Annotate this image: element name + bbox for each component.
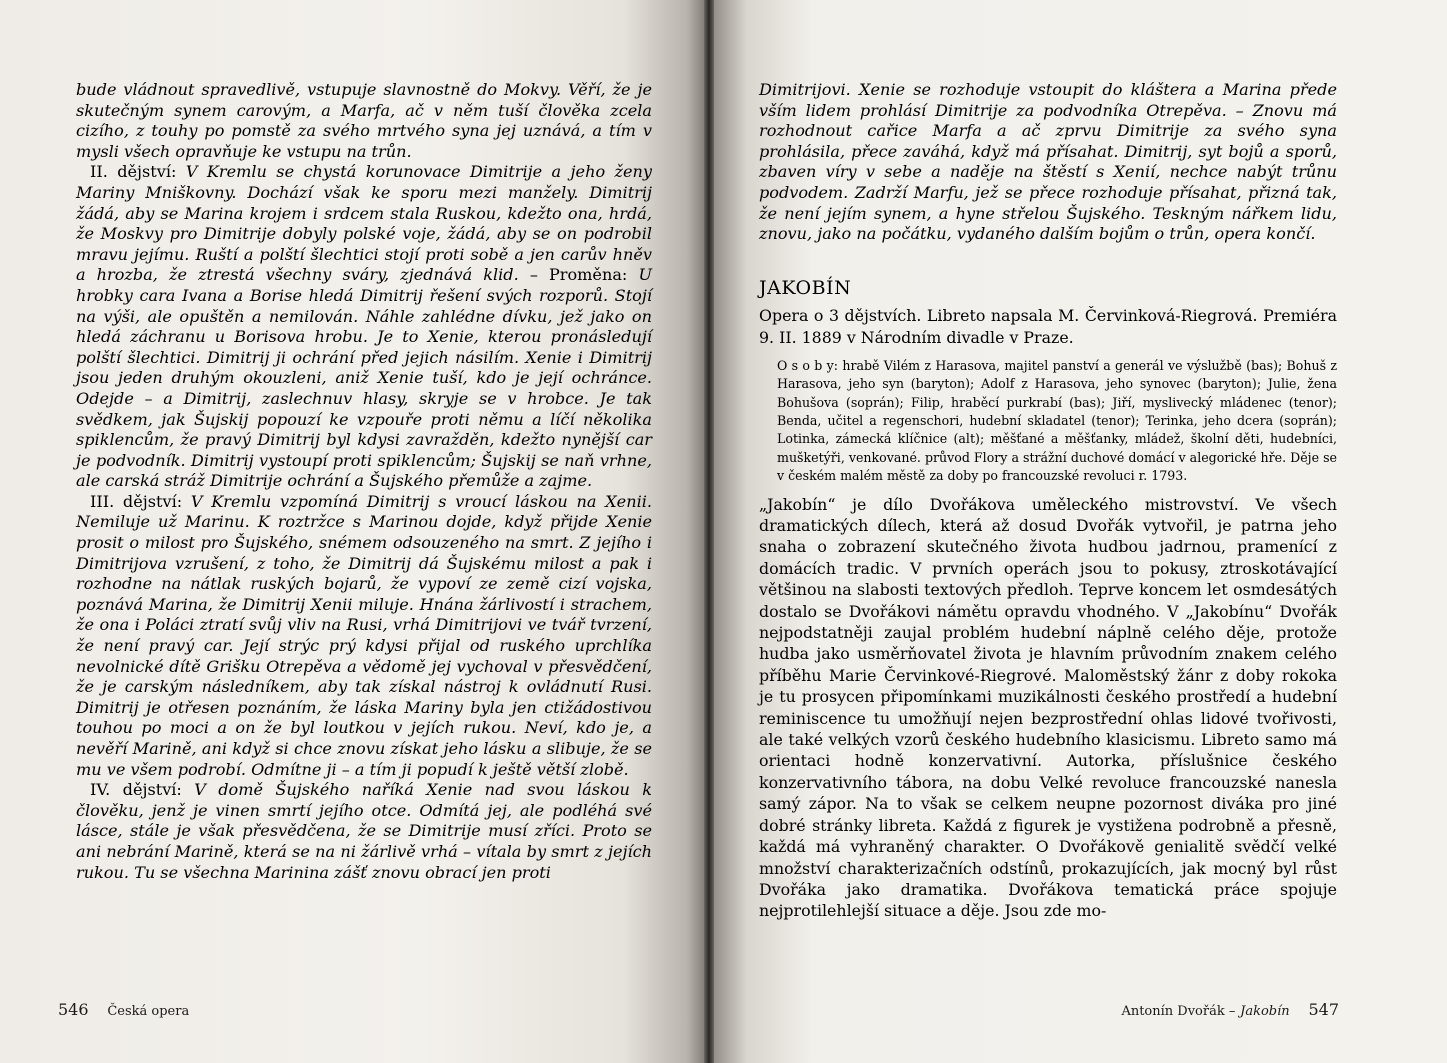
act-4-text: V domě Šujského naříká Xenie nad svou láskou k člověku, jenž je vinen smrtí jejího otce. Odmítá jej, ale podléhá své lásce, stále je však přesvědčena, že se Dimitrije musí zříci. Proto se ani nebrání Marině, která se na ni žárlivě vrhá – vítala by smrt z jejích rukou. Tu se všechna Marinina zášť znovu obrací jen proti bbox=[76, 780, 652, 882]
act-3-paragraph bbox=[76, 492, 652, 780]
act-3-text: V Kremlu vzpomíná Dimitrij s vroucí láskou na Xenii. Nemiluje už Marinu. K roztržce s Marinou dojde, když přijde Xenie prosit o milost pro Šujského, snémem odsouzeného na smrt. Z jejího i Dimitrijova vzrušení, z toho, že Dimitrij dá Šujskému milost a pak i rozhodne na nátlak ruských bojarů, že vypoví ze země cizí vojska, poznává Marina, že Dimitrij Xenii miluje. Hnána žárlivostí i strachem, že ona i Poláci ztratí svůj vliv na Rusi, vrhá Dimitrijovi ve tvář tvrzení, že není pravý car. Její strýc prý kdysi přijal od ruského uprchlíka nevolnické dítě Grišku Otrepěva a vědomě jej vychoval v přesvědčení, že je carským následníkem, aby tak získal nástroj k ovládnutí Rusi. Dimitrij je otřesen poznáním, že láska Mariny byla jen ctižádostivou touhou po moci a on že byl loutkou v jejích rukou. Neví, kdo je, a nevěří Marině, ani když si chce znovu získat jeho lásku a slibuje, že se mu ve všem podrobí. Odmítne ji – a tím ji popudí k ještě větší zlobě. bbox=[76, 491, 652, 779]
right-paragraph-1: Dimitrijovi. Xenie se rozhoduje vstoupit do kláštera a Marina předе vším lidem prohlásí Dimitrije za podvodníka Otrepěva. – Znovu má rozhodnout cařice Marfa a ač zprvu Dimitrije za svého syna prohlásila, přece zaváhá, když má přísahat. Dimitrij, syt bojů a sporů, zbaven víry v sebe a naděje na štěstí s Xenií, nechce nabýt trůnu podvodem. Zadrží Marfu, jež se přece rozhoduje přísahat, přizná tak, že není jejím synem, a hyne střelou Šujského. Teskným nářkem lidu, znovu, jako na počátku, vydaného dalším bojům o trůn, opera končí. bbox=[759, 80, 1337, 244]
act-2-scene-text: U hrobky cara Ivana a Borise hledá Dimitrij řešení svých rozporů. Stojí na výši, ale opuštěn a nemilován. Náhle zahlédne dívku, jež jako on hledá záchranu u Borisova hrobu. Je to Xenie, kterou pronásledují polští šlechtici. Dimitrij ji ochrání před jejich násilím. Xenie i Dimitrij jsou jeden druhým okouzleni, aniž Xenie tuší, kdo je její ochránce. Odejde – a Dimitrij, zaslechnuv hlasy, skryje se v hrobce. Je tak svědkem, jak Šujskij popouzí ke vzpouře proti němu a líčí několika spiklencům, že pravý Dimitrij byl kdysi zavražděn, kdežto nynější car je podvodník. Dimitrij vystoupí proti spiklencům; Šujskij se naň vrhne, ale carská stráž Dimitrije ochrání a Šujského přemůže a zajme. bbox=[76, 265, 653, 491]
right-running-author: Antonín Dvořák – bbox=[1121, 1004, 1236, 1019]
section-heading: JAKOBÍN bbox=[759, 276, 852, 299]
act-4-label: IV. dějství: bbox=[90, 780, 182, 800]
book-gutter bbox=[704, 0, 714, 1063]
cast-text: hrabě Vilém z Harasova, majitel panství a generál ve výslužbě (bas); Bohuš z Harasova, jeho syn (baryton); Adolf z Harasova, jeho synovec (baryton); Julie, žena Bohušova (soprán); Filip, hraběcí purkrabí (bas); Jiří, myslivecký mládenec (tenor); Benda, učitel a regenschori, hudební skladatel (tenor); Terinka, jeho dcera (soprán); Lotinka, zámecká klíčnice (alt); měšťané a měšťanky, mládež, školní děti, hudebníci, mušketýři, venkované. průvod Flory a strážní duchové domácí v alegorické hře. Děje se v českém malém městě za doby po francouzské revoluci r. 1793. bbox=[777, 357, 1337, 484]
opera-intro: Opera o 3 dějstvích. Libreto napsala M. Červinková-Riegrová. Premiéra 9. II. 1889 v Národním divadle v Praze. bbox=[759, 305, 1337, 347]
right-body-paragraph: „Jakobín“ je dílo Dvořákova uměleckého mistrovství. Ve všech dramatických dílech, která až dosud Dvořák vytvořil, je patrna jeho snaha o zobrazení skutečného života hudbou jadrnou, pramenící z domácích tradic. V prvních operách jsou to pokusy, ztroskotávající většinou na slabosti textových předloh. Teprve koncem let osmdesátých dostalo se Dvořákovi námětu opravdu vhodného. V „Jakobínu“ Dvořák nejpodstatněji zaujal problém hudební náplně celého děje, protože hudba jako usměrňovatel života je hlavním průvodním znakem celého příběhu Marie Červinkové-Riegrové. Maloměstský žánr z doby rokoka je tu prosycen připomínkami muzikálnosti českého prostředí a hudební reminiscence tu umožňují nejen bezprostřední ohlas lidové tvořivosti, ale také velkých vzorů českého hudebního klasicismu. Libreto samo má orientaci hodně konzervativní. Autorka, příslušnice českého konzervativního tábora, na dobu Velké revoluce francouzské nanesla samý zápor. Na to však se celkem neupne pozornost diváka pro jiné dobré stránky libreta. Každá z figurek je vystižena podrobně a přesně, každá má vyhraněný charakter. O Dvořákově genialitě svědčí velké množství charakterizačních odstínů, prokazujících, jak mocný byl růst Dvořáka jako dramatika. Dvořákova tematická práce spojuje nejprotilehlejší situace a děje. Jsou zde mo- bbox=[759, 494, 1337, 921]
act-2-scene-label: – Proměna: bbox=[529, 265, 628, 285]
act-2-label: II. dějství: bbox=[90, 162, 177, 182]
left-page-number: 546 bbox=[58, 1000, 89, 1019]
right-page-text bbox=[759, 80, 1337, 922]
right-page-number: 547 bbox=[1308, 1000, 1339, 1019]
act-3-label: III. dějství: bbox=[90, 491, 183, 511]
left-paragraph-1: bude vládnout spravedlivě, vstupuje slavnostně do Mokvy. Věří, že je skutečným synem carovým, a Marfa, ač v něm tuší člověka zcela cizího, z touhy po pomstě za svého mrtvého syna jej uznává, a tím v mysli všech opravňuje ke vstupu na trůn. bbox=[76, 80, 652, 161]
left-running-title: Česká opera bbox=[107, 1004, 190, 1019]
cast-list bbox=[777, 357, 1337, 486]
right-footer bbox=[1121, 1000, 1339, 1019]
left-footer bbox=[58, 1000, 189, 1019]
cast-label: O s o b y: bbox=[777, 357, 839, 373]
act-2-paragraph bbox=[76, 162, 652, 492]
act-2-text: V Kremlu se chystá korunovace Dimitrije a jeho ženy Mariny Mniškovny. Dochází však ke sporu mezi manžely. Dimitrij žádá, aby se Marina krojem i srdcem stala Ruskou, kdežto ona, hrdá, že Moskvy pro Dimitrije dobyly polské voje, žádá, aby se on podrobil mravu jejímu. Ruští a polští šlechtici stojí proti sobě a jen carův hněv a hrozba, že ztrestá všechny sváry, zjednává klid. bbox=[76, 162, 652, 285]
right-running-work: Jakobín bbox=[1240, 1004, 1290, 1019]
act-4-paragraph bbox=[76, 780, 652, 883]
left-page-text bbox=[76, 80, 652, 883]
